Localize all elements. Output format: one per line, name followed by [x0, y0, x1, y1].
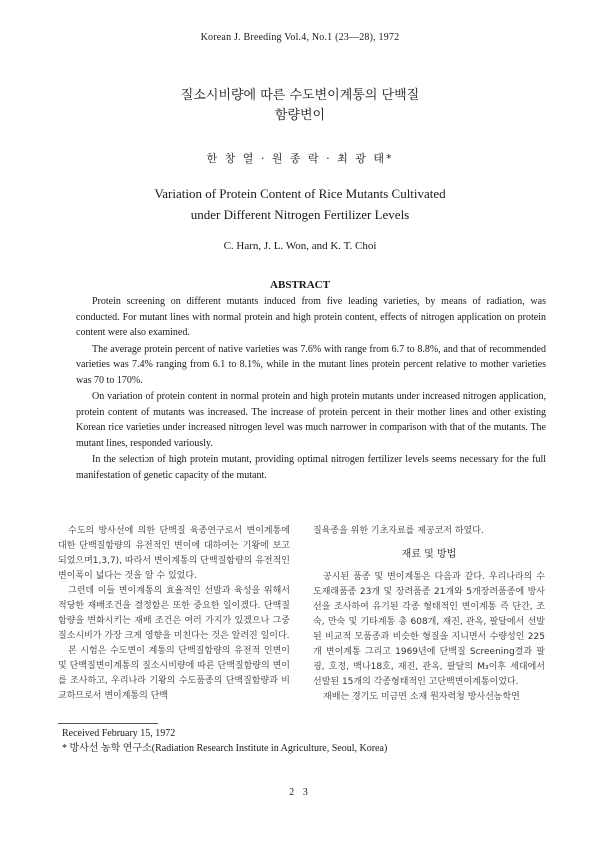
footnote-divider — [58, 723, 158, 724]
section-heading-materials-methods: 재료 및 방법 — [401, 549, 457, 560]
english-title-line-1: Variation of Protein Content of Rice Mutants Cultivated — [154, 186, 446, 201]
body-column-left — [58, 524, 290, 704]
footnotes — [62, 726, 542, 756]
abstract-paragraph: In the selectiɔn of high protein mutant, providing optimal nitrogen fertilizer levels seems necessary for the full manifestation of genetic capacity of the mutant. — [76, 454, 546, 481]
abstract-body — [76, 294, 546, 484]
korean-title-line-2: 함량변이 — [274, 108, 326, 123]
body-paragraph: 수도의 방사선에 의한 단백질 육종연구로서 변이계통에 대한 단백질함량의 유전적인 변이에 대하여는 기왕에 보고되었으며1,3,7), 따라서 변이계통의 단백질함량의 유전적인 변이폭이 넓다는 것을 알 수 있었다. — [58, 526, 290, 581]
body-column-right — [313, 524, 545, 705]
abstract-paragraph: On variation of protein content in normal protein and high protein mutants under increased nitrogen application, protein content of mutants was increased. The increase of protein percent in their mother lines and other existing Korean rice varieties under increased nitrogen level was much narrower in comparison with that of the mutants. The mutant lines, responded variously. — [76, 391, 546, 449]
english-title-line-2: under Different Nitrogen Fertilizer Levels — [190, 207, 410, 222]
body-paragraph: 재배는 경기도 미금면 소재 원자력청 방사선농학연 — [323, 692, 520, 702]
korean-title-line-1: 질소시비량에 따른 수도변이계통의 단백질 — [180, 88, 420, 103]
body-paragraph: 그런데 이들 변이계통의 효율적인 선발과 육성을 위해서 적당한 재배조건을 결정함은 또한 중요한 일이겠다. 단백질함량을 변화시키는 재배 조건은 여러 가지가 있겠으나 그중 질소시비가 가장 크게 영향을 미친다는 것은 알려진 일이다. — [58, 586, 290, 641]
abstract-paragraph: Protein screening on different mutants induced from five leading varieties, by means of radiation, was conducted. For mutant lines with normal protein and high protein content, effects of nitrogen application on protein content were also examined. — [76, 296, 546, 338]
journal-header: Korean J. Breeding Vol.4, No.1 (23—28), 1972 — [200, 32, 400, 43]
english-authors: C. Harn, J. L. Won, and K. T. Choi — [223, 240, 377, 252]
page-number: 2 3 — [289, 787, 311, 798]
body-paragraph: 공시된 품종 및 변이계통은 다음과 같다. 우리나라의 수도재래품종 23개 및 장려품종 21개와 5개장려품종에 방사선을 조사하여 유기된 각종 형태적인 변이계통 즉 단간, 조숙, 만숙 및 기타계통 총 608개, 재진, 관옥, 팔달에서 선발된 비교적 모품종과 비슷한 형질을 지니면서 수량성인 225개 변이계통 그리고 1969년에 단백질 Screening결과 팔굉, 호정, 백나18호, 재진, 관옥, 팔달의 M₃이후 세대에서 선발된 15개의 각종형태적인 고단백변이계통이었다. — [313, 572, 545, 687]
english-title — [0, 183, 600, 225]
abstract-heading: ABSTRACT — [270, 279, 330, 291]
body-paragraph: 본 시험은 수도변이 계통의 단백질함량의 유전적 인변이 및 단백질변이계통의 질소시비량에 따른 단백질함량의 변이를 조사하고, 우리나라 기왕의 수도품종의 단백질함량과 비교하므로서 변이계통의 단백 — [58, 646, 290, 701]
abstract-paragraph: The average protein percent of native varieties was 7.6% with range from 6.7 to 8.8%, and that of recommended varieties was 7.4% ranging from 6.1 to 8.1%, while in the mutant lines protein percent relative to mother varieties was 70 to 170%. — [76, 343, 546, 386]
body-paragraph-continued: 질육종을 위한 기초자료를 제공코저 하였다. — [313, 526, 484, 536]
received-date: Received February 15, 1972 — [62, 728, 176, 739]
korean-authors: 한 창 열 · 원 종 락 · 최 광 태* — [206, 152, 394, 165]
author-affiliation: * 방사선 농학 연구소(Radiation Research Institute in Agriculture, Seoul, Korea) — [62, 743, 388, 754]
korean-title — [0, 86, 600, 126]
